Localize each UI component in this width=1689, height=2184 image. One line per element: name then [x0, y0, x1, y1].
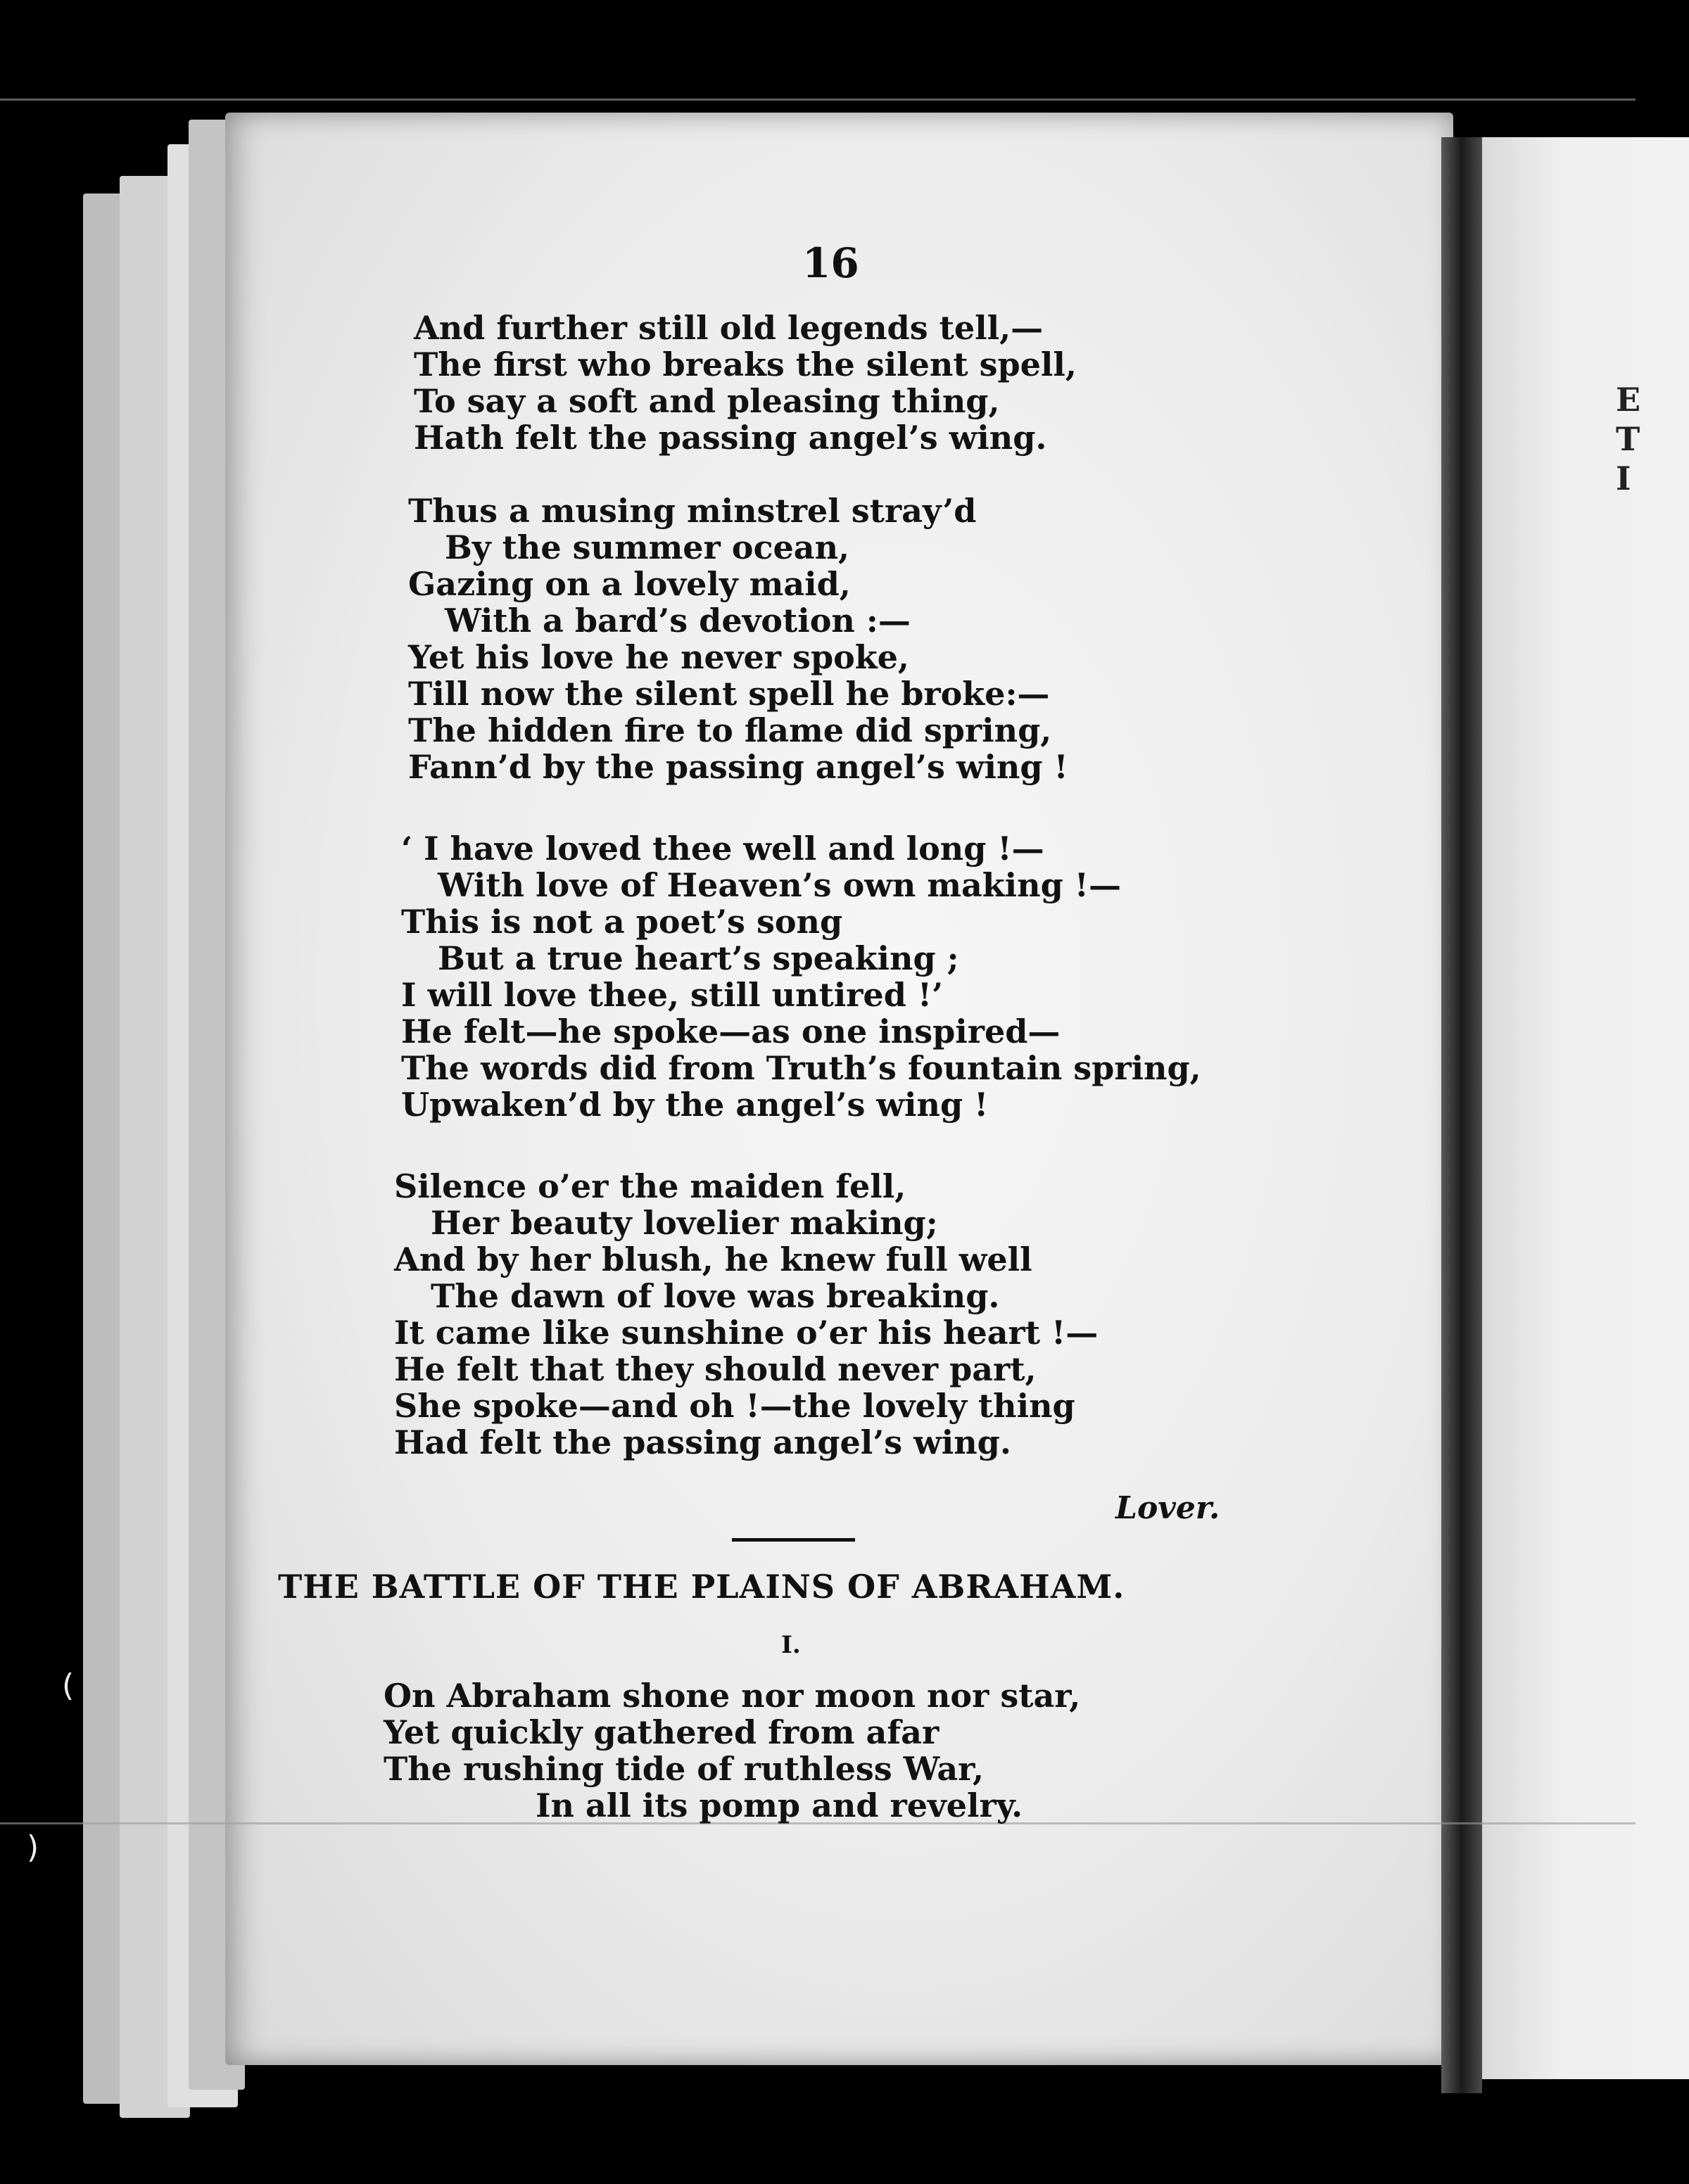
poem-line: With a bard’s devotion :— — [445, 602, 911, 640]
part-numeral: I. — [781, 1631, 801, 1659]
stanza-1 — [414, 310, 1077, 456]
stanza-2 — [408, 493, 1068, 785]
page-number: 16 — [802, 239, 859, 287]
poem-line: The rushing tide of ruthless War, — [384, 1750, 985, 1788]
poem-line: And further still old legends tell,— — [414, 309, 1044, 347]
facing-page-letters — [1616, 380, 1640, 498]
poem-line: Had felt the passing angel’s wing. — [394, 1423, 1011, 1461]
facing-letter: T — [1616, 420, 1640, 458]
poem-line: He felt that they should never part, — [394, 1350, 1037, 1388]
poem-line: But a true heart’s speaking ; — [438, 939, 959, 977]
poem-line: She spoke—and oh !—the lovely thing — [394, 1387, 1075, 1425]
book-spine — [1441, 137, 1482, 2093]
poem-line: The dawn of love was breaking. — [431, 1277, 1000, 1315]
stanza-4 — [394, 1168, 1098, 1461]
poem-line: The words did from Truth’s fountain spring, — [401, 1049, 1201, 1087]
margin-mark: ( — [62, 1668, 75, 1703]
poem-line: To say a soft and pleasing thing, — [414, 382, 1000, 420]
poem-line: Yet quickly gathered from afar — [384, 1713, 940, 1751]
poem-line: On Abraham shone nor moon nor star, — [384, 1677, 1081, 1715]
margin-mark: ) — [27, 1829, 39, 1865]
poem-line: And by her blush, he knew full well — [394, 1240, 1032, 1278]
poem-line: Fann’d by the passing angel’s wing ! — [408, 748, 1068, 786]
poem-line: By the summer ocean, — [445, 528, 850, 566]
poem-line: It came like sunshine o’er his heart !— — [394, 1314, 1099, 1352]
poem-line: Her beauty lovelier making; — [431, 1204, 938, 1242]
next-poem-title: THE BATTLE OF THE PLAINS OF ABRAHAM. — [278, 1568, 1125, 1606]
poem-line: He felt—he spoke—as one inspired— — [401, 1012, 1061, 1050]
poem-line: This is not a poet’s song — [401, 903, 843, 941]
poem-line: The hidden fire to flame did spring, — [408, 711, 1052, 749]
poem-line: The first who breaks the silent spell, — [414, 345, 1077, 383]
poem-line: ‘ I have loved thee well and long !— — [401, 830, 1044, 868]
poem-line: With love of Heaven’s own making !— — [438, 866, 1121, 904]
poem-line: Upwaken’d by the angel’s wing ! — [401, 1086, 989, 1124]
poem-line: Thus a musing minstrel stray’d — [408, 492, 977, 530]
poem-line: In all its pomp and revelry. — [536, 1786, 1023, 1824]
facing-letter: I — [1616, 459, 1631, 497]
poem-line: Gazing on a lovely maid, — [408, 565, 851, 603]
poem-signature: Lover. — [1115, 1490, 1220, 1526]
poem-line: I will love thee, still untired !’ — [401, 976, 944, 1014]
facing-page — [1478, 137, 1689, 2079]
poem-line: Yet his love he never spoke, — [408, 638, 909, 676]
section-divider — [732, 1538, 855, 1542]
scan-artifact-line — [0, 99, 1636, 101]
next-poem-stanza — [384, 1677, 1080, 1824]
facing-letter: E — [1616, 381, 1641, 419]
poem-line: Till now the silent spell he broke:— — [408, 675, 1050, 713]
stanza-3 — [401, 830, 1201, 1123]
poem-line: Silence o’er the maiden fell, — [394, 1167, 906, 1205]
poem-line: Hath felt the passing angel’s wing. — [414, 419, 1047, 457]
